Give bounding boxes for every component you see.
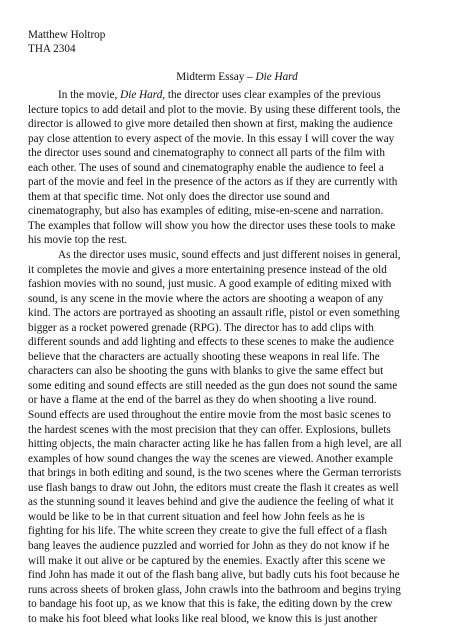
essay-line: characters can also be shooting the guns with blanks to give the same effect but bbox=[28, 365, 384, 378]
essay-line-text: , the director uses clear examples of the previous bbox=[162, 89, 381, 101]
essay-title bbox=[0, 70, 474, 85]
essay-line: Sound effects are used throughout the entire movie from the most basic scenes to bbox=[28, 409, 391, 422]
essay-line: pay close attention to every aspect of the movie. In this essay I will cover the way bbox=[28, 132, 395, 145]
essay-line: runs across sheets of broken glass, John crawls into the bathroom and begins trying bbox=[28, 583, 401, 596]
course-code: THA 2304 bbox=[28, 43, 76, 56]
essay-body bbox=[28, 88, 458, 626]
author-name: Matthew Holtrop bbox=[28, 29, 106, 41]
essay-line: them at that specific time. Not only does the director use sound and bbox=[28, 190, 330, 203]
essay-line: the director uses sound and cinematography to connect all parts of the film with bbox=[28, 147, 385, 160]
film-title-italic: Die Hard bbox=[120, 89, 163, 101]
essay-line: director is allowed to give more detailed then shown at first, making the audience bbox=[28, 118, 393, 131]
essay-line: would be like to be in that current situation and feel how John feels as he is bbox=[28, 510, 365, 523]
essay-line: part of the movie and feel in the presence of the actors as if they are currently with bbox=[28, 176, 398, 189]
essay-line: lecture topics to add detail and plot to the movie. By using these different tools, the bbox=[28, 103, 401, 116]
essay-header bbox=[28, 28, 105, 56]
essay-line: or have a flame at the end of the barrel as they do when shooting a live round. bbox=[28, 394, 377, 407]
essay-line: that brings in both editing and sound, is the two scenes where the German terrorists bbox=[28, 467, 402, 480]
essay-line: his movie top the rest. bbox=[28, 234, 128, 247]
essay-line: as the stunning sound it leaves behind and give the audience the feeling of what it bbox=[28, 496, 394, 509]
essay-line: fighting for his life. The white screen they create to give the full effect of a flash bbox=[28, 525, 388, 538]
essay-title-prefix: Midterm Essay – bbox=[176, 71, 256, 83]
essay-line: the hardest scenes with the most precision that they can offer. Explosions, bullets bbox=[28, 423, 391, 436]
essay-line-text: In the movie, bbox=[58, 89, 121, 101]
essay-line: use flash bangs to draw out John, the editors must create the flash it creates as well bbox=[28, 481, 399, 494]
essay-title-film: Die Hard bbox=[255, 71, 298, 83]
essay-line: examples of how sound changes the way the scenes are viewed. Another example bbox=[28, 452, 394, 465]
essay-line: The examples that follow will show you how the director uses these tools to make bbox=[28, 219, 396, 232]
essay-line: kind. The actors are portrayed as shooting an assault rifle, pistol or even something bbox=[28, 307, 400, 320]
essay-line: each other. The uses of sound and cinematography enable the audience to feel a bbox=[28, 161, 384, 174]
essay-line: believe that the characters are actually shooting these weapons in real life. The bbox=[28, 350, 380, 363]
essay-line: will make it out alive or be captured by the enemies. Exactly after this scene we bbox=[28, 554, 386, 567]
essay-line: bigger as a rocket powered grenade (RPG). The director has to add clips with bbox=[28, 321, 374, 334]
essay-line: some editing and sound effects are still needed as the gun does not sound the same bbox=[28, 379, 398, 392]
essay-line: sound, is any scene in the movie where the actors are shooting a weapon of any bbox=[28, 292, 384, 305]
essay-line: it completes the movie and gives a more entertaining presence instead of the old bbox=[28, 263, 387, 276]
essay-line: fashion movies with no sound, just music. A good example of editing mixed with bbox=[28, 278, 392, 291]
essay-line: different sounds and add lighting and effects to these scenes to make the audience bbox=[28, 336, 394, 349]
essay-line: bang leaves the audience puzzled and worried for John as they do not know if he bbox=[28, 539, 390, 552]
essay-line: hitting objects, the main character acting like he has fallen from a high level, are all bbox=[28, 438, 402, 451]
essay-line: find John has made it out of the flash bang alive, but badly cuts his foot because he bbox=[28, 569, 400, 582]
essay-line: cinematography, but also has examples of editing, mise-en-scene and narration. bbox=[28, 205, 384, 218]
essay-line: As the director uses music, sound effects and just different noises in general, bbox=[58, 249, 401, 262]
essay-line: to make his foot bleed what looks like real blood, we know this is just another bbox=[28, 612, 378, 625]
essay-line: to bandage his foot up, as we know that this is fake, the editing down by the crew bbox=[28, 598, 393, 611]
essay-line bbox=[28, 88, 458, 103]
